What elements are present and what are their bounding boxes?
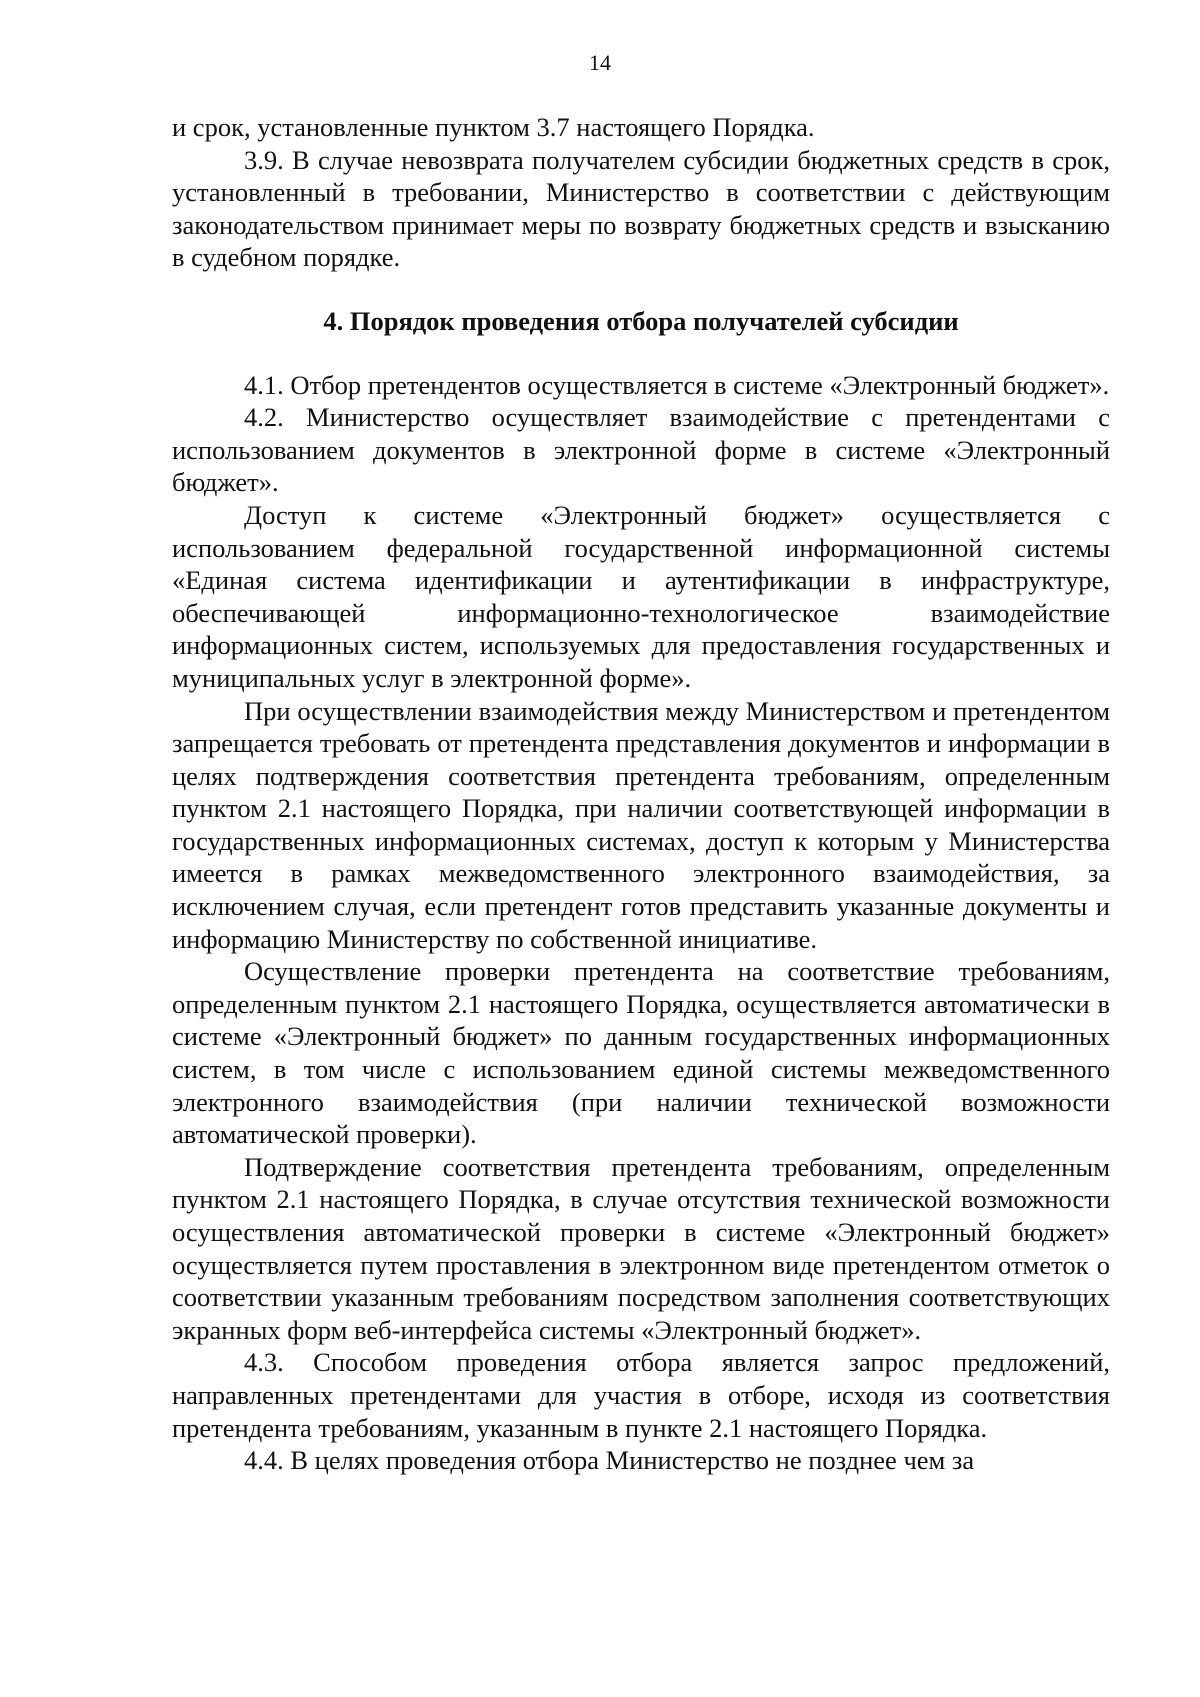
paragraph-continuation: и срок, установленные пунктом 3.7 настоящего Порядка. — [172, 112, 815, 142]
paragraph-4-1: 4.1. Отбор претендентов осуществляется в системе «Электронный бюджет». — [244, 369, 1110, 400]
paragraph-confirmation: Подтверждение соответствия претендента требованиям, определенным пунктом 2.1 настоящего Порядка, в случае отсутствия технической возможности осуществления автоматической проверки в системе «Электронный бюджет» осуществляется путем проставления в электронном виде претендентом отметок о соответствии указанным требованиям посредством заполнения соответствующих экранных форм веб-интерфейса системы «Электронный бюджет». — [172, 1151, 1110, 1345]
paragraph-4-4: 4.4. В целях проведения отбора Министерство не позднее чем за — [244, 1445, 975, 1476]
paragraph-access: Доступ к системе «Электронный бюджет» осуществляется с использованием федеральной государственной информационной системы «Единая система идентификации и аутентификации в инфраструктуре, обеспечивающей информационно-технологическое взаимодействие информационных систем, используемых для предоставления государственных и муниципальных услуг в электронной форме». — [172, 499, 1110, 693]
paragraph-verification: Осуществление проверки претендента на соответствие требованиям, определенным пунктом 2.1 настоящего Порядка, осуществляется автоматически в системе «Электронный бюджет» по данным государственных информационных систем, в том числе с использованием единой системы межведомственного электронного взаимодействия (при наличии технической возможности автоматической проверки). — [172, 956, 1110, 1150]
paragraph-4-2: 4.2. Министерство осуществляет взаимодействие с претендентами с использованием документов в электронной форме в системе «Электронный бюджет». — [172, 402, 1110, 498]
section-heading: 4. Порядок проведения отбора получателей субсидии — [323, 305, 959, 336]
page-number: 14 — [589, 50, 611, 75]
document-body — [172, 111, 1110, 1477]
paragraph-3-9: 3.9. В случае невозврата получателем субсидии бюджетных средств в срок, установленный в требовании, Министерство в соответствии с действующим законодательством принимает меры по возврату бюджетных средств и взысканию в судебном порядке. — [172, 144, 1110, 273]
paragraph-interaction: При осуществлении взаимодействия между Министерством и претендентом запрещается требовать от претендента представления документов и информации в целях подтверждения соответствия претендента требованиям, определенным пунктом 2.1 настоящего Порядка, при наличии соответствующей информации в государственных информационных системах, доступ к которым у Министерства имеется в рамках межведомственного электронного взаимодействия, за исключением случая, если претендент готов представить указанные документы и информацию Министерству по собственной инициативе. — [172, 695, 1110, 954]
paragraph-4-3: 4.3. Способом проведения отбора является запрос предложений, направленных претендентами для участия в отборе, исходя из соответствия претендента требованиям, указанным в пункте 2.1 настоящего Порядка. — [172, 1347, 1110, 1443]
